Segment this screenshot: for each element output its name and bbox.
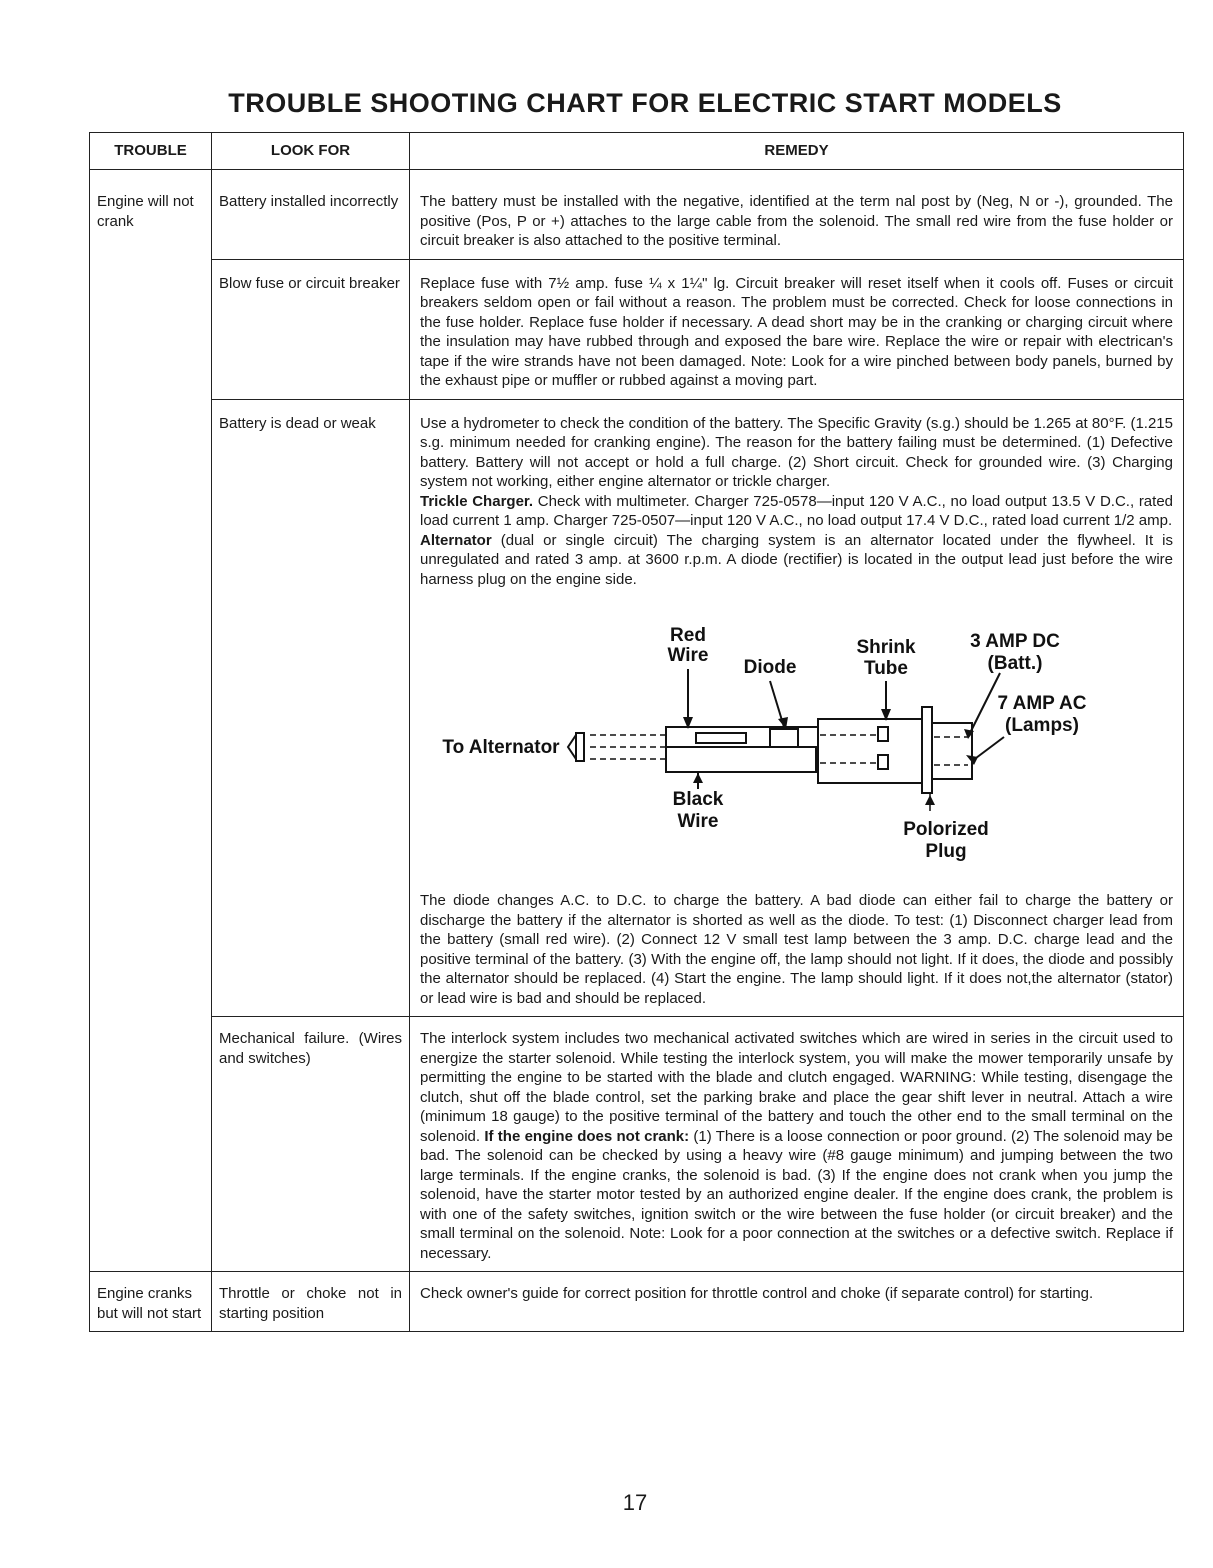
look-for-text: Throttle or choke not in starting position [219, 1285, 402, 1322]
remedy-text: (1) There is a loose connection or poor ground. (2) The solenoid may be bad. The solenoid can be checked by using a heavy wire (#8 gauge minimum) and jumping between the two large terminals. If the engine cranks, the solenoid is bad. (3) If the engine does not crank when you jump the solenoid, have the starter motor tested by an authorized engine dealer. If the engine does crank, the problem is with one of the safety switches, ignition switch or the wire between the fuse holder (or circuit breaker) and the small terminal on the solenoid. Note: Look for a poor connection at the switches or a defective switch. Replace if necessary. [420, 1127, 1173, 1262]
connector-drawing [568, 669, 1004, 811]
remedy-text: Replace fuse with 7½ amp. fuse ¼ x 1¼" lg. Circuit breaker will reset itself when it cools off. Fuses or circuit breakers seldom open or fail without a reason. The problem must be corrected. Check for loose connections in the fuse holder. Replace fuse holder if necessary. A dead short may be in the cranking or charging circuit where the insulation may have rubbed through and exposed the bare wire. Replace the wire or repair with electrican's tape if the wire strands have not been damaged. Note: Look for a wire pinched between body panels, burned by the exhaust pipe or muffler or rubbed against a moving part. [420, 274, 1173, 389]
look-for-text: Blow fuse or circuit breaker [219, 274, 400, 292]
table-row [90, 1017, 1184, 1272]
label-3-amp-dc: 3 AMP DC [970, 631, 1060, 652]
label-black-wire: Wire [677, 811, 719, 832]
polorized-plug-body [922, 707, 932, 793]
table-row [90, 1272, 1184, 1332]
alternator-connector [568, 735, 576, 759]
look-for-text: Mechanical failure. (Wires and switches) [219, 1030, 402, 1067]
header-look-for: LOOK FOR [212, 133, 410, 170]
remedy-text: Check owner's guide for correct position for throttle control and choke (if separate control) for starting. [420, 1285, 1094, 1302]
remedy-bold-text: If the engine does not crank: [484, 1127, 690, 1145]
shrink-tube [818, 719, 922, 783]
trouble-cell [90, 170, 212, 1272]
table-row [90, 170, 1184, 260]
label-7-amp-ac: (Lamps) [1005, 715, 1079, 736]
page-number: 17 [622, 1490, 648, 1515]
table-header-row [90, 133, 1184, 170]
remedy-cell [410, 1272, 1184, 1332]
page-title: TROUBLE SHOOTING CHART FOR ELECTRIC START MODELS [228, 88, 1062, 118]
remedy-cell [410, 399, 1184, 1017]
look-for-cell [212, 1272, 410, 1332]
label-7-amp-ac: 7 AMP AC [997, 693, 1087, 714]
table-row [90, 399, 1184, 1017]
table-row [90, 259, 1184, 399]
label-polorized-plug: Plug [925, 841, 967, 862]
remedy-text: The interlock system includes two mechanical activated switches which are wired in series in the circuit used to energize the starter solenoid. While testing the interlock system, you will make the mower temporarily unsafe by permitting the engine to be started with the blade and clutch engaged. WARNING: While testing, disengage the clutch, shut off the blade control, set the parking brake and place the gear shift lever in neutral. Attach a wire (minimum 18 gauge) to the positive terminal of the battery and touch the other end to the small terminal on the solenoid. [420, 1030, 1173, 1145]
alternator-text: (dual or single circuit) The charging system is an alternator located under the flywheel. It is unregulated and rated 3 amp. at 3600 r.p.m. A diode (rectifier) is located in the output lead just before the wire harness plug on the engine side. [420, 531, 1173, 588]
look-for-text: Battery is dead or weak [219, 414, 376, 432]
label-3-amp-dc: (Batt.) [987, 653, 1043, 674]
label-diode: Diode [743, 657, 797, 678]
trouble-cell [90, 1272, 212, 1332]
header-trouble: TROUBLE [90, 133, 212, 170]
remedy-paragraph: The diode changes A.C. to D.C. to charge the battery. A bad diode can either fail to charge the battery or discharge the battery if the alternator is shorted as well as the diode. To test: (1) Disconnect charger lead from the battery (small red wire). (2) Connect 12 V small test lamp between the 3 amp. D.C. charge lead and the positive terminal of the battery. (3) With the engine off, the lamp should not light. If it does, the diode and possibly the alternator should be replaced. (4) Start the engine. The lamp should light. If it does not,the alternator (stator) or lead wire is bad and should be replaced. [420, 892, 1173, 1007]
look-for-cell [212, 170, 410, 260]
remedy-cell [410, 170, 1184, 260]
look-for-text: Battery installed incorrectly [219, 193, 399, 210]
remedy-cell [410, 259, 1184, 399]
label-polorized-plug: Polorized [903, 819, 989, 840]
label-black-wire: Black [672, 789, 724, 810]
header-remedy: REMEDY [410, 133, 1184, 170]
remedy-paragraph [420, 531, 1173, 590]
look-for-cell [212, 1017, 410, 1272]
look-for-cell [212, 399, 410, 1017]
label-red-wire: Wire [667, 645, 709, 666]
trickle-charger-label: Trickle Charger. [420, 492, 534, 510]
label-shrink-tube: Shrink [856, 637, 916, 658]
look-for-cell [212, 259, 410, 399]
remedy-paragraph: Use a hydrometer to check the condition of the battery. The Specific Gravity (s.g.) should be 1.265 at 80°F. (1.215 s.g. minimum needed for cranking engine). The reason for the battery failing must be determined. (1) Defective battery. Battery will not accept or hold a full charge. (2) Short circuit. Check for grounded wire. (3) Charging system not working, either engine alternator or trickle charger. [420, 414, 1173, 490]
diode-body [770, 729, 798, 747]
remedy-cell [410, 1017, 1184, 1272]
trickle-charger-text: Check with multimeter. Charger 725-0578—input 120 V A.C., no load output 13.5 V D.C., rated load current 1 amp. Charger 725-0507—input 120 V A.C., no load output 17.4 V D.C., rated load current 1/2 amp. [420, 492, 1174, 529]
remedy-paragraph [420, 492, 1173, 531]
troubleshooting-table [89, 132, 1184, 1332]
trouble-text: Engine cranks but will not start [97, 1285, 202, 1322]
alternator-label: Alternator [420, 531, 492, 549]
label-to-alternator: To Alternator [442, 737, 560, 758]
label-red-wire: Red [670, 625, 706, 646]
remedy-text: The battery must be installed with the negative, identified at the term nal post by (Neg, N or -), grounded. The positive (Pos, P or +) attaches to the large cable from the solenoid. The small red wire from the fuse holder or circuit breaker is also attached to the positive terminal. [420, 193, 1173, 249]
diode-wiring-diagram [408, 597, 1128, 887]
black-wire-lead [666, 747, 816, 772]
label-shrink-tube: Tube [864, 658, 908, 679]
trouble-text: Engine will not crank [97, 193, 194, 230]
